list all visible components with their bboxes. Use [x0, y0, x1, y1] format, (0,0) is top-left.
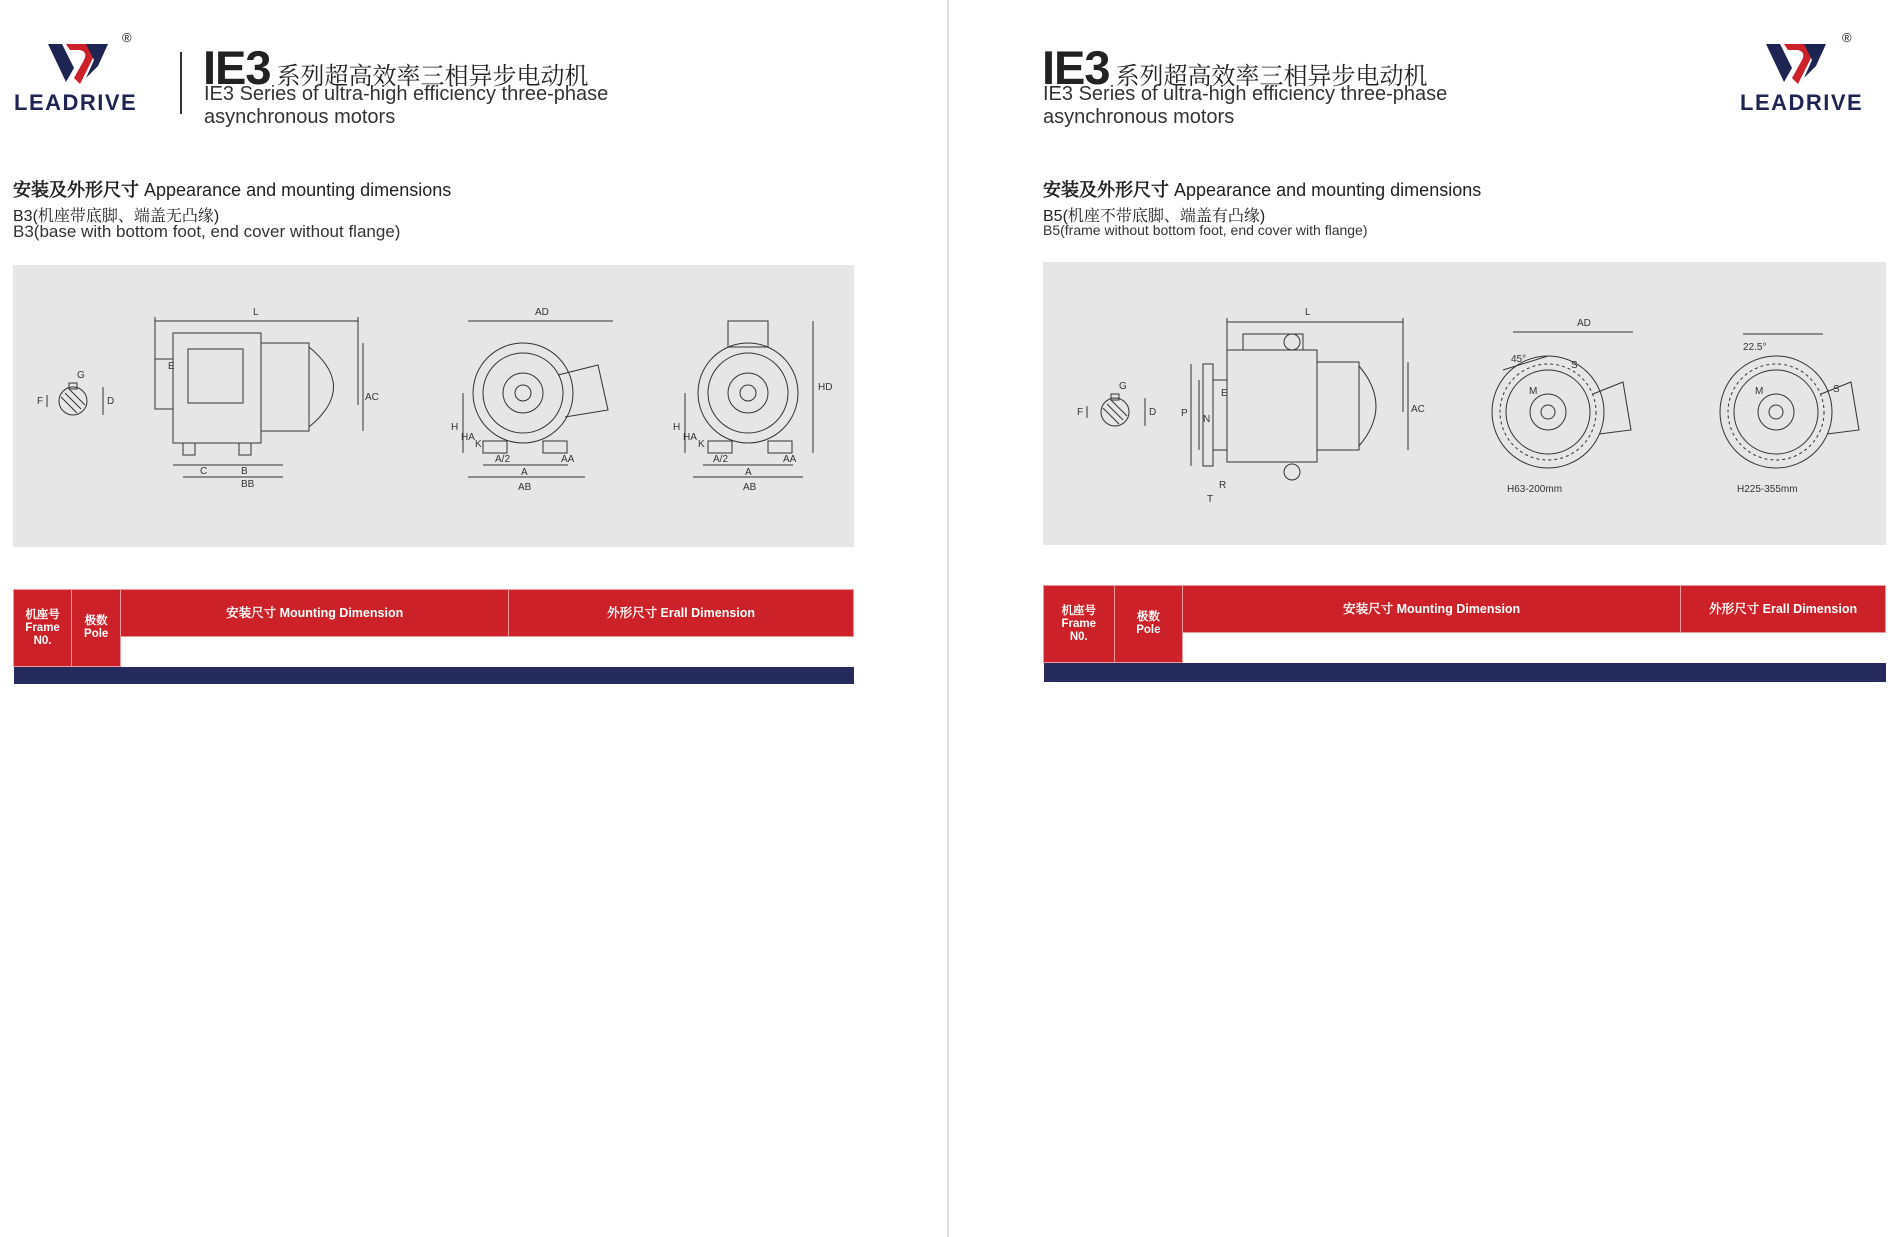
overall-header-right: 外形尺寸 Erall Dimension [1681, 586, 1886, 633]
svg-text:G: G [1119, 381, 1127, 392]
b3-subtitle-en: B3(base with bottom foot, end cover without flange) [13, 222, 401, 241]
b5-dimension-table [1043, 585, 1886, 682]
svg-text:LEADRIVE: LEADRIVE [1740, 90, 1864, 115]
svg-text:A/2: A/2 [713, 454, 729, 465]
svg-text:A/2: A/2 [495, 454, 511, 465]
svg-text:L: L [253, 307, 259, 318]
svg-text:B: B [241, 466, 248, 477]
svg-text:D: D [1149, 407, 1157, 418]
title-english-1-right: IE3 Series of ultra-high efficiency three-phase [1043, 83, 1448, 105]
svg-text:AD: AD [1577, 318, 1591, 329]
svg-text:E: E [168, 361, 175, 372]
page-divider [947, 0, 949, 1237]
section-heading: 安装及外形尺寸 Appearance and mounting dimensions [13, 180, 452, 200]
svg-text:P: P [1181, 408, 1188, 419]
mounting-header: 安装尺寸 Mounting Dimension [121, 590, 509, 637]
svg-text:LEADRIVE: LEADRIVE [14, 90, 138, 115]
b3-drawing [13, 265, 854, 547]
svg-text:®: ® [1842, 30, 1852, 45]
svg-text:S: S [1571, 360, 1578, 371]
pole-header-right: 极数 Pole [1114, 586, 1183, 663]
b5-subtitle-en: B5(frame without bottom foot, end cover with flange) [1043, 222, 1368, 238]
svg-text:AC: AC [365, 392, 379, 403]
svg-text:F: F [1077, 407, 1084, 418]
svg-text:K: K [475, 439, 482, 450]
frame-header: 机座号 Frame N0. [14, 590, 72, 667]
svg-text:AA: AA [561, 454, 575, 465]
svg-text:M: M [1529, 386, 1538, 397]
svg-text:AB: AB [518, 482, 532, 493]
svg-text:A: A [745, 467, 752, 478]
svg-text:E: E [1221, 388, 1228, 399]
pole-header: 极数 Pole [72, 590, 121, 667]
b3-dimension-table [13, 589, 854, 684]
svg-text:S: S [1833, 384, 1840, 395]
page-title: IE3 系列超高效率三相异步电动机 [203, 41, 589, 94]
svg-text:T: T [1207, 494, 1214, 505]
left-page [0, 0, 946, 1237]
svg-text:H: H [451, 422, 459, 433]
section-heading-right: 安装及外形尺寸 Appearance and mounting dimensions [1043, 180, 1482, 200]
svg-text:HA: HA [683, 432, 697, 443]
svg-text:G: G [77, 370, 85, 381]
title-english-2-right: asynchronous motors [1043, 106, 1235, 128]
overall-header: 外形尺寸 Erall Dimension [509, 590, 854, 637]
frame-header-right: 机座号 Frame N0. [1044, 586, 1115, 663]
svg-text:22.5°: 22.5° [1743, 342, 1767, 353]
svg-text:H: H [673, 422, 681, 433]
svg-text:AA: AA [783, 454, 797, 465]
svg-text:®: ® [122, 30, 132, 45]
b5-subtitle-cn: B5(机座不带底脚、端盖有凸缘) [1043, 208, 1266, 225]
svg-text:M: M [1755, 386, 1764, 397]
title-separator [180, 52, 182, 114]
svg-text:H63-200mm: H63-200mm [1507, 484, 1563, 495]
leadrive-logo [14, 24, 164, 116]
svg-text:H225-355mm: H225-355mm [1737, 484, 1798, 495]
svg-text:K: K [698, 439, 705, 450]
svg-text:D: D [107, 396, 115, 407]
b3-subtitle-cn: B3(机座带底脚、端盖无凸缘) [13, 208, 220, 225]
svg-text:C: C [200, 466, 208, 477]
svg-text:AB: AB [743, 482, 757, 493]
right-page [950, 0, 1901, 1237]
svg-text:L: L [1305, 307, 1311, 318]
page-title-right: IE3 系列超高效率三相异步电动机 [1042, 41, 1428, 94]
svg-text:BB: BB [241, 479, 255, 490]
title-english-2: asynchronous motors [204, 106, 396, 128]
title-english-1: IE3 Series of ultra-high efficiency three-phase [204, 83, 609, 105]
svg-text:45°: 45° [1511, 354, 1527, 365]
mounting-header-right: 安装尺寸 Mounting Dimension [1183, 586, 1681, 633]
svg-text:F: F [37, 396, 44, 407]
svg-text:AD: AD [535, 307, 549, 318]
svg-text:R: R [1219, 480, 1227, 491]
svg-text:HA: HA [461, 432, 475, 443]
b5-drawing [1043, 262, 1886, 545]
leadrive-logo-right [1724, 24, 1874, 116]
svg-text:AC: AC [1411, 404, 1425, 415]
svg-text:A: A [521, 467, 528, 478]
svg-text:HD: HD [818, 382, 833, 393]
svg-text:N: N [1203, 414, 1211, 425]
